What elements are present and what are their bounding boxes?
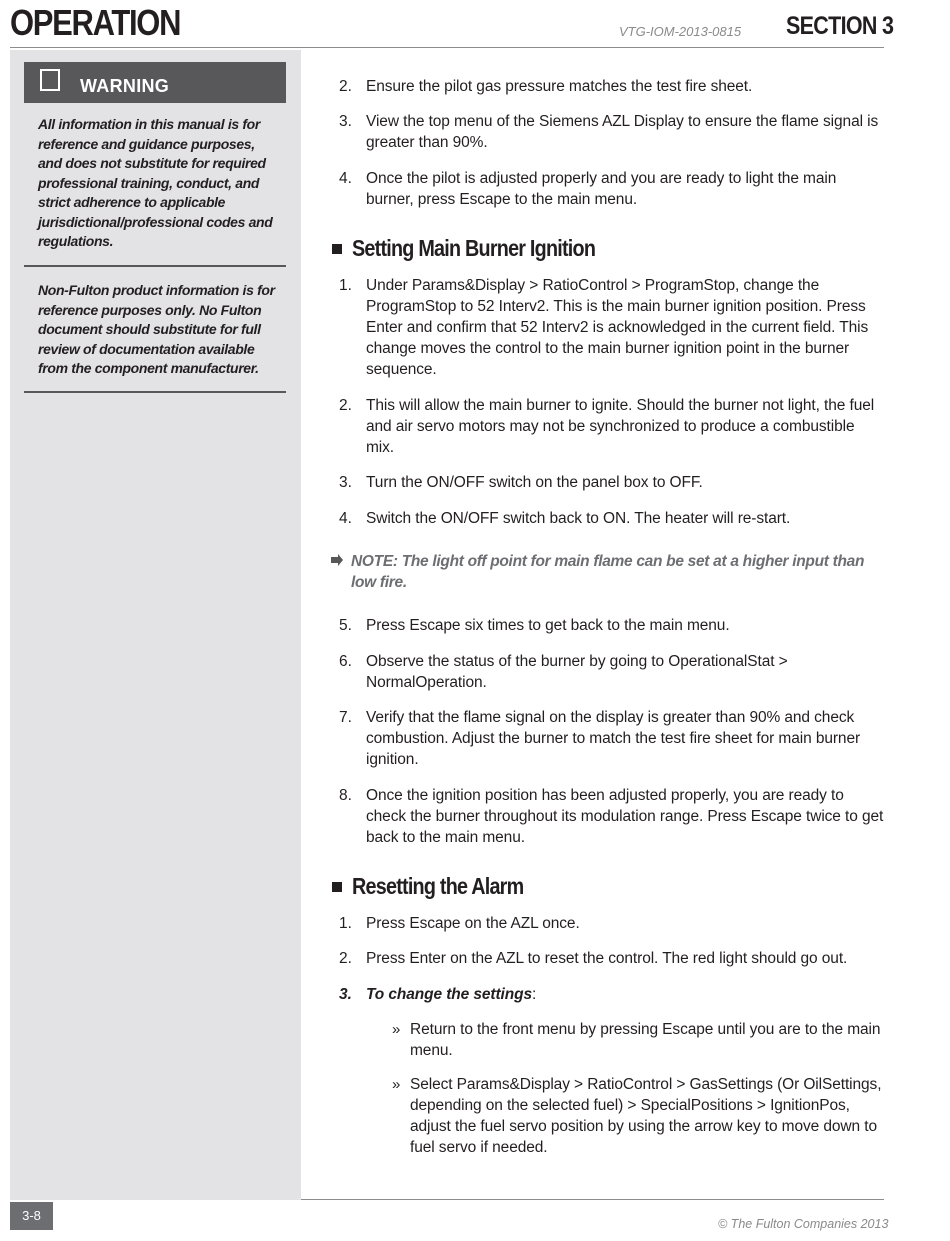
document-id: VTG-IOM-2013-0815 bbox=[619, 24, 742, 39]
step-text: Turn the ON/OFF switch on the panel box to OFF. bbox=[366, 474, 703, 491]
warning-note: All information in this manual is for reference and guidance purposes, and does not substitute for required professional training, conduct, and strict adherence to applicable jurisdictional/professional codes and regulations. bbox=[38, 116, 273, 249]
step-text: Once the ignition position has been adjusted properly, you are ready to check the burner throughout its modulation range. Press Escape twice to get back to the main menu. bbox=[366, 787, 884, 846]
step-emphasis: To change the settings bbox=[366, 986, 533, 1003]
step-colon: : bbox=[532, 986, 537, 1003]
step-text: Press Escape six times to get back to the main menu. bbox=[366, 617, 730, 634]
step-number: 1. bbox=[339, 277, 352, 294]
step-number: 3. bbox=[339, 113, 352, 130]
step-number: 6. bbox=[339, 653, 352, 670]
step-number: 3. bbox=[339, 474, 352, 491]
note-arrow-icon bbox=[330, 553, 344, 567]
step-number: 5. bbox=[339, 617, 352, 634]
sub-step-text: Return to the front menu by pressing Escape until you are to the main menu. bbox=[410, 1021, 881, 1059]
warning-label: WARNING bbox=[80, 76, 170, 96]
checkbox-icon bbox=[40, 69, 60, 91]
page-number: 3-8 bbox=[10, 1202, 53, 1230]
heading-bullet-icon bbox=[332, 244, 342, 254]
step-text: Under Params&Display > RatioControl > ProgramStop, change the ProgramStop to 52 Interv2. This is the main burner ignition position. Press Enter and confirm that 52 Interv2 is acknowledged in the current field. This change moves the control to the main burner ignition point in the burner sequence. bbox=[366, 277, 869, 378]
step-number: 4. bbox=[339, 170, 352, 187]
step-number: 4. bbox=[339, 510, 352, 527]
section-heading: Resetting the Alarm bbox=[352, 873, 524, 899]
main-content bbox=[300, 0, 900, 1241]
step-number: 1. bbox=[339, 915, 352, 932]
step-text: Observe the status of the burner by going to OperationalStat > NormalOperation. bbox=[366, 653, 788, 691]
sidebar-divider bbox=[24, 265, 286, 267]
step-text: Switch the ON/OFF switch back to ON. The heater will re-start. bbox=[366, 510, 791, 527]
section-heading: Setting Main Burner Ignition bbox=[352, 235, 596, 261]
note-text: NOTE: The light off point for main flame can be set at a higher input than low fire. bbox=[351, 553, 865, 591]
step-text: Verify that the flame signal on the display is greater than 90% and check combustion. Adjust the burner to match the test fire sheet for main burner ignition. bbox=[366, 709, 861, 768]
section-label: SECTION 3 bbox=[786, 12, 894, 40]
sub-bullet-icon: » bbox=[392, 1076, 401, 1093]
footer-divider bbox=[301, 1199, 884, 1200]
sub-bullet-icon: » bbox=[392, 1021, 401, 1038]
page-title: OPERATION bbox=[10, 2, 181, 43]
heading-bullet-icon bbox=[332, 882, 342, 892]
step-number: 2. bbox=[339, 397, 352, 414]
step-number: 3. bbox=[339, 986, 352, 1003]
step-text: Press Enter on the AZL to reset the control. The red light should go out. bbox=[366, 950, 848, 967]
step-number: 7. bbox=[339, 709, 352, 726]
copyright: © The Fulton Companies 2013 bbox=[718, 1217, 889, 1231]
step-text: Once the pilot is adjusted properly and you are ready to light the main burner, press Escape to the main menu. bbox=[366, 170, 837, 208]
step-text: Press Escape on the AZL once. bbox=[366, 915, 580, 932]
step-number: 2. bbox=[339, 78, 352, 95]
step-text: This will allow the main burner to ignite. Should the burner not light, the fuel and air servo motors may not be synchronized to produce a combustible mix. bbox=[366, 397, 875, 456]
disclaimer-note: Non-Fulton product information is for reference purposes only. No Fulton document should substitute for full review of documentation available from the component manufacturer. bbox=[38, 282, 275, 376]
step-number: 2. bbox=[339, 950, 352, 967]
step-text bbox=[366, 984, 884, 1005]
step-number: 8. bbox=[339, 787, 352, 804]
sidebar-divider bbox=[24, 391, 286, 393]
warning-header bbox=[24, 62, 286, 103]
step-text: Ensure the pilot gas pressure matches the test fire sheet. bbox=[366, 78, 753, 95]
step-text: View the top menu of the Siemens AZL Display to ensure the flame signal is greater than 90%. bbox=[366, 113, 879, 151]
sub-step-text: Select Params&Display > RatioControl > GasSettings (Or OilSettings, depending on the selected fuel) > SpecialPositions > IgnitionPos, adjust the fuel servo position by using the arrow key to move down to fuel servo if needed. bbox=[410, 1076, 882, 1156]
